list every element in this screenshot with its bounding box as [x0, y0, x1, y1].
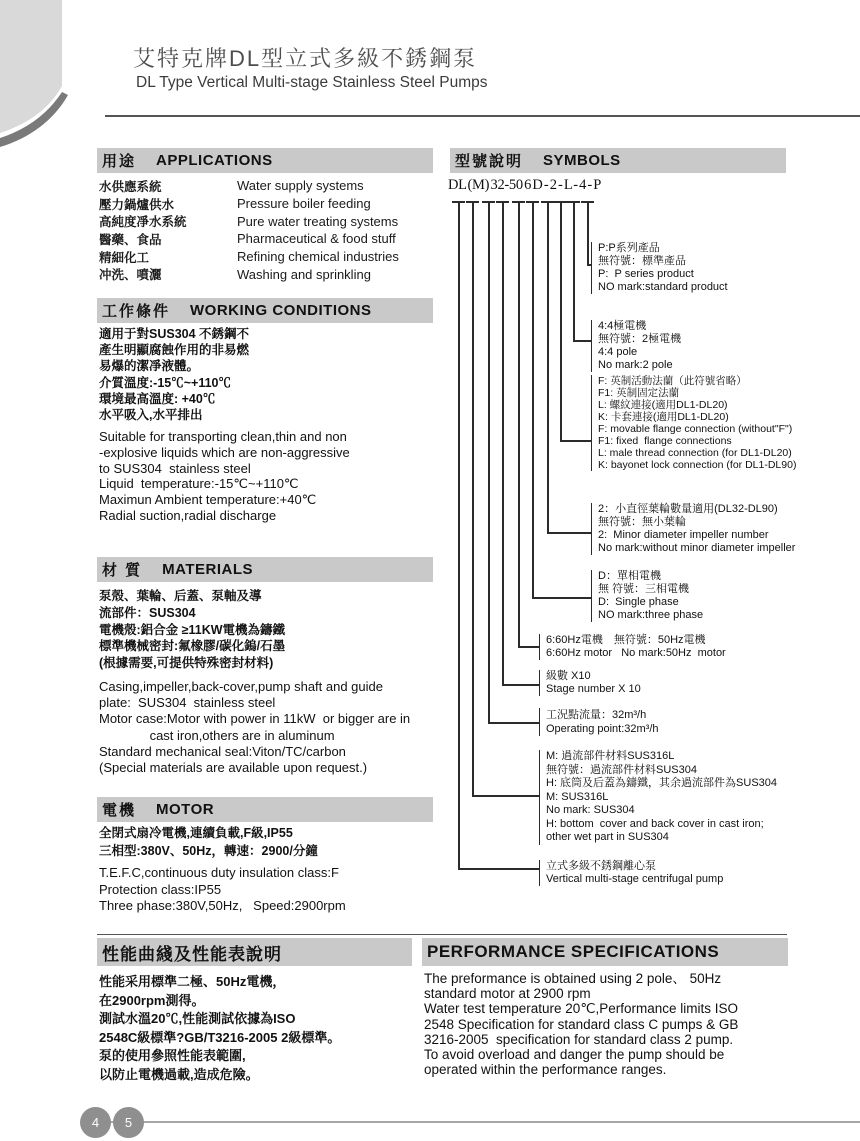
connector-line: [573, 202, 575, 340]
text-line: (根據需要,可提供特殊密封材料): [99, 656, 274, 671]
text-line: 水平吸入,水平排出: [99, 408, 203, 423]
connector-line: [532, 202, 534, 597]
text-line: H: bottom cover and back cover in cast iron;: [546, 817, 764, 830]
working-conditions-heading-zh: 工作條件: [102, 303, 171, 320]
connector-line: [573, 340, 591, 342]
text-line: 無 符號：三相電機: [598, 583, 690, 595]
applications-list: [99, 177, 435, 283]
text-line: M: SUS316L: [546, 790, 609, 803]
text-line: 以防止電機過載,造成危險。: [99, 1066, 259, 1082]
motor-header: [97, 797, 433, 822]
performance-header-zh: [97, 938, 412, 966]
symbol-annotation-connection: [591, 375, 796, 471]
application-en: Pressure boiler feeding: [237, 196, 371, 212]
text-line: 電機殼:鋁合金 ≥11KW電機為鑄鐵: [99, 622, 286, 637]
connector-line: [532, 597, 591, 599]
text-line: 適用于對SUS304 不銹鋼不: [99, 327, 250, 341]
text-line: 介質溫度:-15℃~+110℃: [99, 375, 231, 390]
symbol-annotation-frequency: [539, 634, 726, 660]
connector-line: [472, 795, 539, 797]
text-line: Vertical multi-stage centrifugal pump: [546, 873, 724, 885]
applications-header: [97, 148, 433, 173]
connector-line: [488, 722, 539, 724]
page-subtitle: DL Type Vertical Multi-stage Stainless Steel Pumps: [136, 74, 488, 91]
symbol-annotation-material: [539, 750, 777, 845]
text-line: H: 底筒及后蓋為鑄鐵，其余過流部件為SUS304: [546, 777, 778, 789]
text-line: F: 英制活動法蘭（此符號省略）: [598, 375, 747, 387]
text-line: 4:4 pole: [598, 346, 638, 358]
text-line: Protection class:IP55: [99, 881, 222, 897]
text-line: Liquid temperature:-15℃~+110℃: [99, 476, 299, 492]
symbol-annotation-minor-impeller: [591, 503, 795, 555]
text-line: 無符號：過流部件材料SUS304: [546, 763, 697, 776]
text-line: T.E.F.C,continuous duty insulation class:F: [99, 865, 339, 880]
symbol-annotation-operating-point: [539, 708, 659, 736]
connector-line: [547, 532, 591, 534]
text-line: 2: Minor diameter impeller number: [598, 529, 769, 541]
text-line: D：單相電機: [598, 570, 661, 582]
text-line: -explosive liquids which are non-aggressive: [99, 444, 350, 460]
materials-header: [97, 557, 433, 582]
symbol-annotation-pole: [591, 320, 681, 372]
text-line: Water test temperature 20℃,Performance limits ISO: [424, 1001, 739, 1017]
connector-line: [472, 202, 474, 795]
application-en: Pure water treating systems: [237, 213, 399, 229]
motor-heading-en: MOTOR: [156, 801, 215, 818]
application-en: Pharmaceutical & food stuff: [237, 231, 396, 247]
performance-zh: [99, 973, 340, 1085]
application-item: [99, 230, 435, 248]
text-line: To avoid overload and danger the pump should be: [424, 1047, 725, 1063]
text-line: No mark:2 pole: [598, 359, 673, 371]
connector-line: [502, 684, 539, 686]
model-code: DL (M) 32-50 6 D - 2 - L - 4 - P: [448, 177, 601, 193]
motor-en: [99, 865, 346, 915]
text-line: F1: fixed flange connections: [598, 435, 732, 447]
text-line: Maximun Ambient temperature:+40℃: [99, 492, 317, 508]
text-line: operated within the performance ranges.: [424, 1062, 667, 1078]
text-line: L: 螺紋連接(適用DL1-DL20): [598, 399, 728, 411]
working-conditions-heading-en: WORKING CONDITIONS: [190, 302, 372, 319]
symbol-annotation-stage-number: [539, 670, 641, 696]
application-zh: 冲洗、噴灑: [99, 268, 162, 283]
connector-line: [518, 202, 520, 646]
motor-heading-zh: 電機: [102, 802, 137, 819]
application-item: [99, 177, 435, 195]
text-line: 無符號：2極電機: [598, 333, 682, 345]
symbol-annotation-phase: [591, 570, 703, 622]
applications-heading-en: APPLICATIONS: [156, 152, 273, 169]
text-line: 2：小直徑葉輪數量適用(DL32-DL90): [598, 503, 778, 515]
text-line: 易爆的潔凈液體。: [99, 359, 200, 374]
connector-line: [488, 202, 490, 722]
text-line: Three phase:380V,50Hz, Speed:2900rpm: [99, 898, 346, 913]
connector-line: [458, 202, 460, 868]
application-item: [99, 248, 435, 266]
text-line: 產生明顯腐蝕作用的非易燃: [99, 343, 250, 358]
text-line: 全閉式扇冷電機,連續負載,F級,IP55: [99, 826, 293, 840]
text-line: M: 過流部件材料SUS316L: [546, 750, 675, 762]
text-line: 標準機械密封:氟橡膠/碳化鎢/石墨: [99, 639, 286, 654]
text-line: (Special materials are available upon request.): [99, 760, 368, 776]
materials-heading-zh: 材 質: [102, 562, 143, 579]
title-divider-line: [105, 115, 860, 117]
text-line: 6:60Hz motor No mark:50Hz motor: [546, 647, 726, 659]
connector-line: [502, 202, 504, 684]
text-line: cast iron,others are in aluminum: [99, 727, 335, 743]
text-line: plate: SUS304 stainless steel: [99, 695, 276, 711]
text-line: P: P series product: [598, 268, 694, 280]
text-line: 級數 X10: [546, 670, 591, 682]
symbols-heading-en: SYMBOLS: [543, 152, 621, 169]
connector-line: [547, 202, 549, 532]
text-line: No mark: SUS304: [546, 804, 635, 816]
text-line: K: bayonet lock connection (for DL1-DL90): [598, 459, 797, 471]
footer-line: [95, 1121, 860, 1123]
materials-heading-en: MATERIALS: [162, 561, 254, 578]
symbol-annotation-p-series: [591, 242, 728, 294]
text-line: 4:4極電機: [598, 320, 647, 332]
application-item: [99, 265, 435, 283]
text-line: No mark:without minor diameter impeller: [598, 542, 796, 554]
text-line: 流部件：SUS304: [99, 605, 196, 620]
text-line: standard motor at 2900 rpm: [424, 986, 591, 1002]
text-line: 泵的使用參照性能表範圍,: [99, 1048, 246, 1064]
text-line: 3216-2005 specification for standard class 2 pump.: [424, 1031, 734, 1047]
text-line: Standard mechanical seal:Viton/TC/carbon: [99, 743, 346, 759]
applications-heading-zh: 用途: [102, 153, 137, 170]
text-line: Stage number X 10: [546, 683, 641, 695]
corner-swoosh-decoration: [0, 0, 90, 160]
text-line: F1: 英制固定法蘭: [598, 387, 680, 399]
performance-heading-zh: 性能曲綫及性能表說明: [102, 944, 282, 964]
application-item: [99, 212, 435, 230]
page-number-left: 4: [80, 1107, 111, 1138]
text-line: L: male thread connection (for DL1-DL20): [598, 447, 792, 459]
text-line: 泵殼、葉輪、后蓋、泵軸及導: [99, 589, 262, 603]
connector-line: [458, 868, 539, 870]
text-line: F: movable flange connection (without"F"): [598, 423, 793, 435]
application-zh: 精細化工: [99, 250, 150, 265]
text-line: 2548C級標準?GB/T3216-2005 2級標準。: [99, 1029, 341, 1045]
text-line: 6:60Hz電機 無符號：50Hz電機: [546, 634, 706, 646]
working-conditions-zh: [99, 326, 249, 423]
text-line: K: 卡套連接(適用DL1-DL20): [598, 411, 729, 423]
performance-divider-line: [97, 934, 787, 935]
performance-heading-en: PERFORMANCE SPECIFICATIONS: [427, 942, 720, 961]
motor-zh: [99, 825, 318, 860]
text-line: 環境最高溫度: +40℃: [99, 391, 216, 406]
text-line: 立式多級不銹鋼離心泵: [546, 860, 656, 872]
page-title: 艾特克牌DL型立式多級不銹鋼泵: [133, 46, 478, 71]
text-line: Radial suction,radial discharge: [99, 507, 277, 523]
application-item: [99, 195, 435, 213]
performance-en: [424, 971, 738, 1077]
text-line: 工況點流量：32m³/h: [546, 709, 647, 721]
text-line: 在2900rpm測得。: [99, 992, 205, 1008]
connector-line: [560, 202, 562, 440]
connector-line: [518, 646, 539, 648]
application-zh: 壓力鍋爐供水: [99, 197, 175, 212]
performance-header-en: [422, 938, 788, 966]
text-line: 無符號：標準產品: [598, 255, 686, 267]
symbols-header: [450, 148, 786, 173]
symbols-heading-zh: 型號說明: [455, 153, 524, 170]
working-conditions-header: [97, 298, 433, 323]
text-line: 性能采用標準二極、50Hz電機，: [99, 974, 286, 989]
text-line: NO mark:three phase: [598, 609, 704, 621]
connector-line: [587, 202, 589, 264]
application-zh: 水供應系統: [99, 179, 162, 194]
working-conditions-en: [99, 429, 350, 524]
text-line: other wet part in SUS304: [546, 831, 669, 843]
connector-line: [560, 440, 591, 442]
application-zh: 醫藥、食品: [99, 232, 162, 247]
text-line: Casing,impeller,back-cover,pump shaft and guide: [99, 679, 383, 694]
text-line: 無符號：無小葉輪: [598, 516, 686, 528]
application-zh: 高純度凈水系統: [99, 215, 187, 230]
text-line: Motor case:Motor with power in 11kW or bigger are in: [99, 711, 411, 727]
text-line: to SUS304 stainless steel: [99, 460, 251, 476]
materials-en: [99, 679, 410, 776]
application-en: Refining chemical industries: [237, 249, 399, 265]
symbol-annotation-pump-type: [539, 860, 723, 886]
application-en: Washing and sprinkling: [237, 266, 371, 282]
text-line: NO mark:standard product: [598, 281, 728, 293]
page-number-right: 5: [113, 1107, 144, 1138]
text-line: 三相型:380V、50Hz，轉速：2900/分鐘: [99, 843, 318, 858]
text-line: D: Single phase: [598, 596, 679, 608]
text-line: 測試水溫20℃,性能測試依據為ISO: [99, 1011, 296, 1027]
application-en: Water supply systems: [237, 178, 364, 194]
text-line: P:P系列產品: [598, 242, 660, 254]
text-line: Suitable for transporting clean,thin and non: [99, 429, 347, 444]
text-line: 2548 Specification for standard class C pumps & GB: [424, 1016, 739, 1032]
text-line: Operating point:32m³/h: [546, 723, 659, 735]
materials-zh: [99, 588, 285, 672]
text-line: The preformance is obtained using 2 pole、 50Hz: [424, 971, 722, 986]
